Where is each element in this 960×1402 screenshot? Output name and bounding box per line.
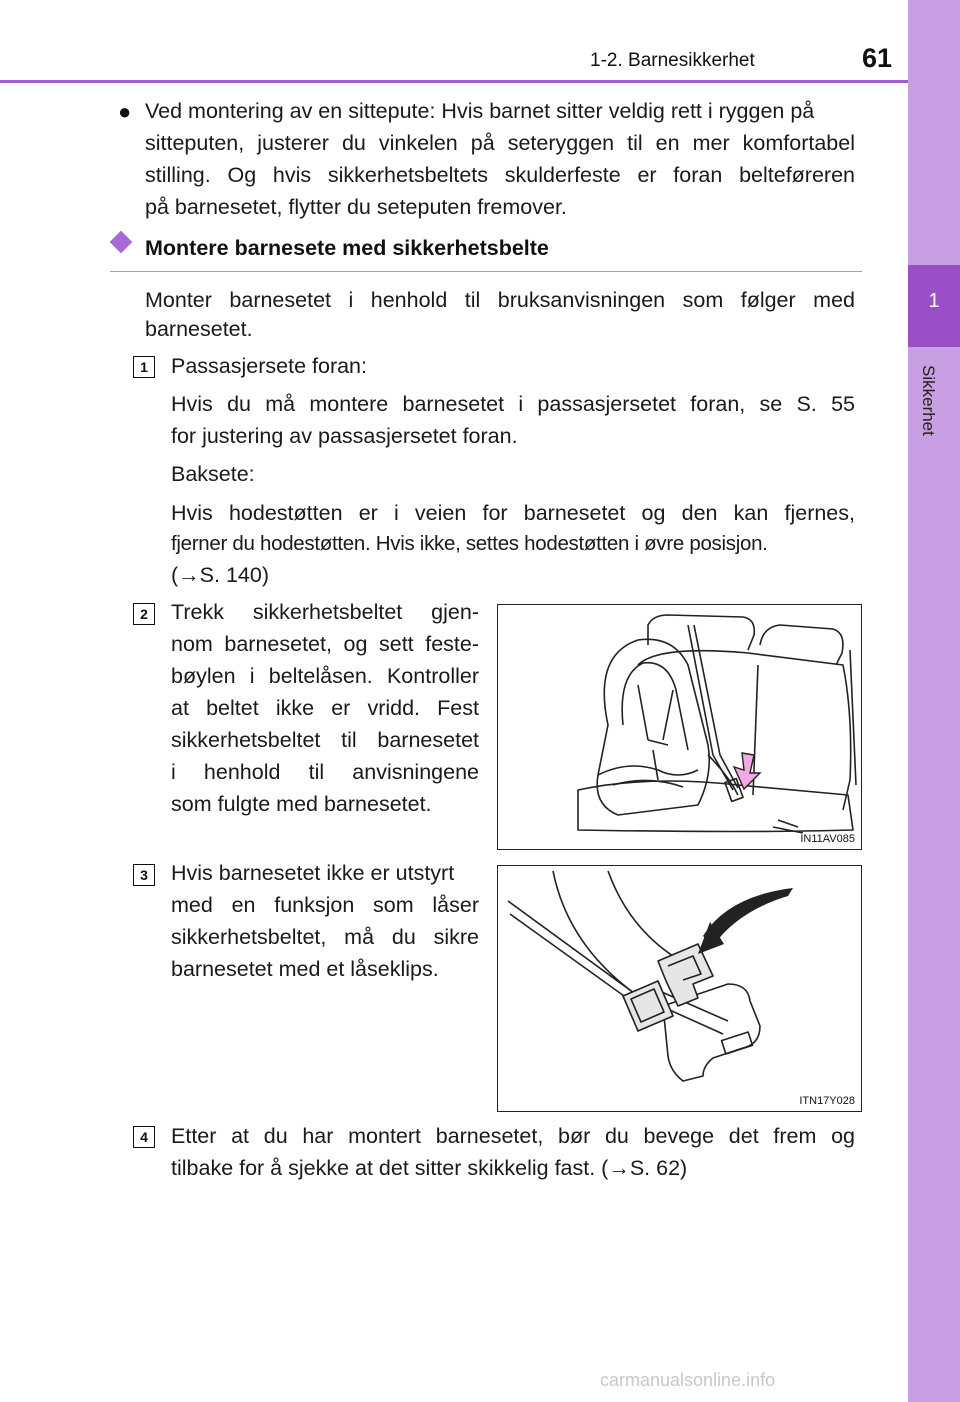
- subsection-title: Montere barnesete med sikkerhetsbelte: [145, 236, 549, 260]
- text-line: stilling. Og hvis sikkerhetsbeltets skulderfeste er foran belteføreren: [145, 163, 855, 187]
- figure-code: ITN17Y028: [799, 1095, 855, 1107]
- diamond-icon: [110, 231, 133, 254]
- step-number-badge: 3: [133, 864, 155, 886]
- text-line: med en funksjon som låser: [171, 893, 479, 917]
- text-line: Hvis du må montere barnesetet i passasjersetet foran, se S. 55: [171, 392, 855, 416]
- child-seat-drawing: [498, 605, 860, 848]
- locking-clip-drawing: [498, 866, 860, 1110]
- text-line: Baksete:: [171, 462, 255, 486]
- step-number-badge: 2: [133, 603, 155, 625]
- step-number-badge: 1: [133, 356, 155, 378]
- child-seat-illustration: [497, 604, 862, 850]
- chapter-number: 1: [928, 290, 940, 312]
- figure-code: IN11AV085: [800, 833, 855, 845]
- text-line: sikkerhetsbeltet til barnesetet: [171, 728, 479, 752]
- text-line: bøylen i beltelåsen. Kontroller: [171, 664, 479, 688]
- intro-line: Monter barnesetet i henhold til bruksanvisningen som følger med: [145, 288, 855, 312]
- text-line: for justering av passasjersetet foran.: [171, 424, 518, 448]
- text-line: sikkerhetsbeltet, må du sikre: [171, 925, 479, 949]
- text-line: i henhold til anvisningene: [171, 760, 479, 784]
- chapter-sidebar: [908, 0, 960, 1402]
- subsection-rule: [110, 271, 862, 272]
- text-line: Hvis barnesetet ikke er utstyrt: [171, 861, 455, 885]
- step-number-badge: 4: [133, 1126, 155, 1148]
- text-line: fjerner du hodestøtten. Hvis ikke, settes hodestøtten i øvre posisjon.: [171, 532, 768, 555]
- header-rule: [0, 80, 908, 83]
- section-title: 1-2. Barnesikkerhet: [590, 50, 755, 71]
- watermark: carmanualsonline.info: [600, 1370, 776, 1390]
- text-line: Ved montering av en sittepute: Hvis barnet sitter veldig rett i ryggen på: [145, 99, 815, 123]
- text-line: Passasjersete foran:: [171, 354, 367, 378]
- text-line: Hvis hodestøtten er i veien for barnesetet og den kan fjernes,: [171, 501, 855, 525]
- text-line: som fulgte med barnesetet.: [171, 792, 432, 816]
- text-line: nom barnesetet, og sett feste-: [171, 632, 479, 656]
- page-number: 61: [862, 43, 893, 73]
- text-line: Etter at du har montert barnesetet, bør du bevege det frem og: [171, 1124, 855, 1148]
- bullet-icon: ●: [118, 99, 132, 124]
- text-line: Trekk sikkerhetsbeltet gjen-: [171, 600, 479, 624]
- text-line: sitteputen, justerer du vinkelen på seteryggen til en mer komfortabel: [145, 131, 855, 155]
- text-line: (→S. 140): [171, 563, 269, 587]
- text-line: barnesetet med et låseklips.: [171, 957, 439, 981]
- text-line: at beltet ikke er vridd. Fest: [171, 696, 479, 720]
- text-line: tilbake for å sjekke at det sitter skikkelig fast. (→S. 62): [171, 1156, 688, 1180]
- chapter-name: Sikkerhet: [919, 365, 938, 436]
- intro-line: barnesetet.: [145, 317, 253, 341]
- locking-clip-illustration: [497, 865, 862, 1112]
- text-line: på barnesetet, flytter du seteputen fremover.: [145, 195, 567, 219]
